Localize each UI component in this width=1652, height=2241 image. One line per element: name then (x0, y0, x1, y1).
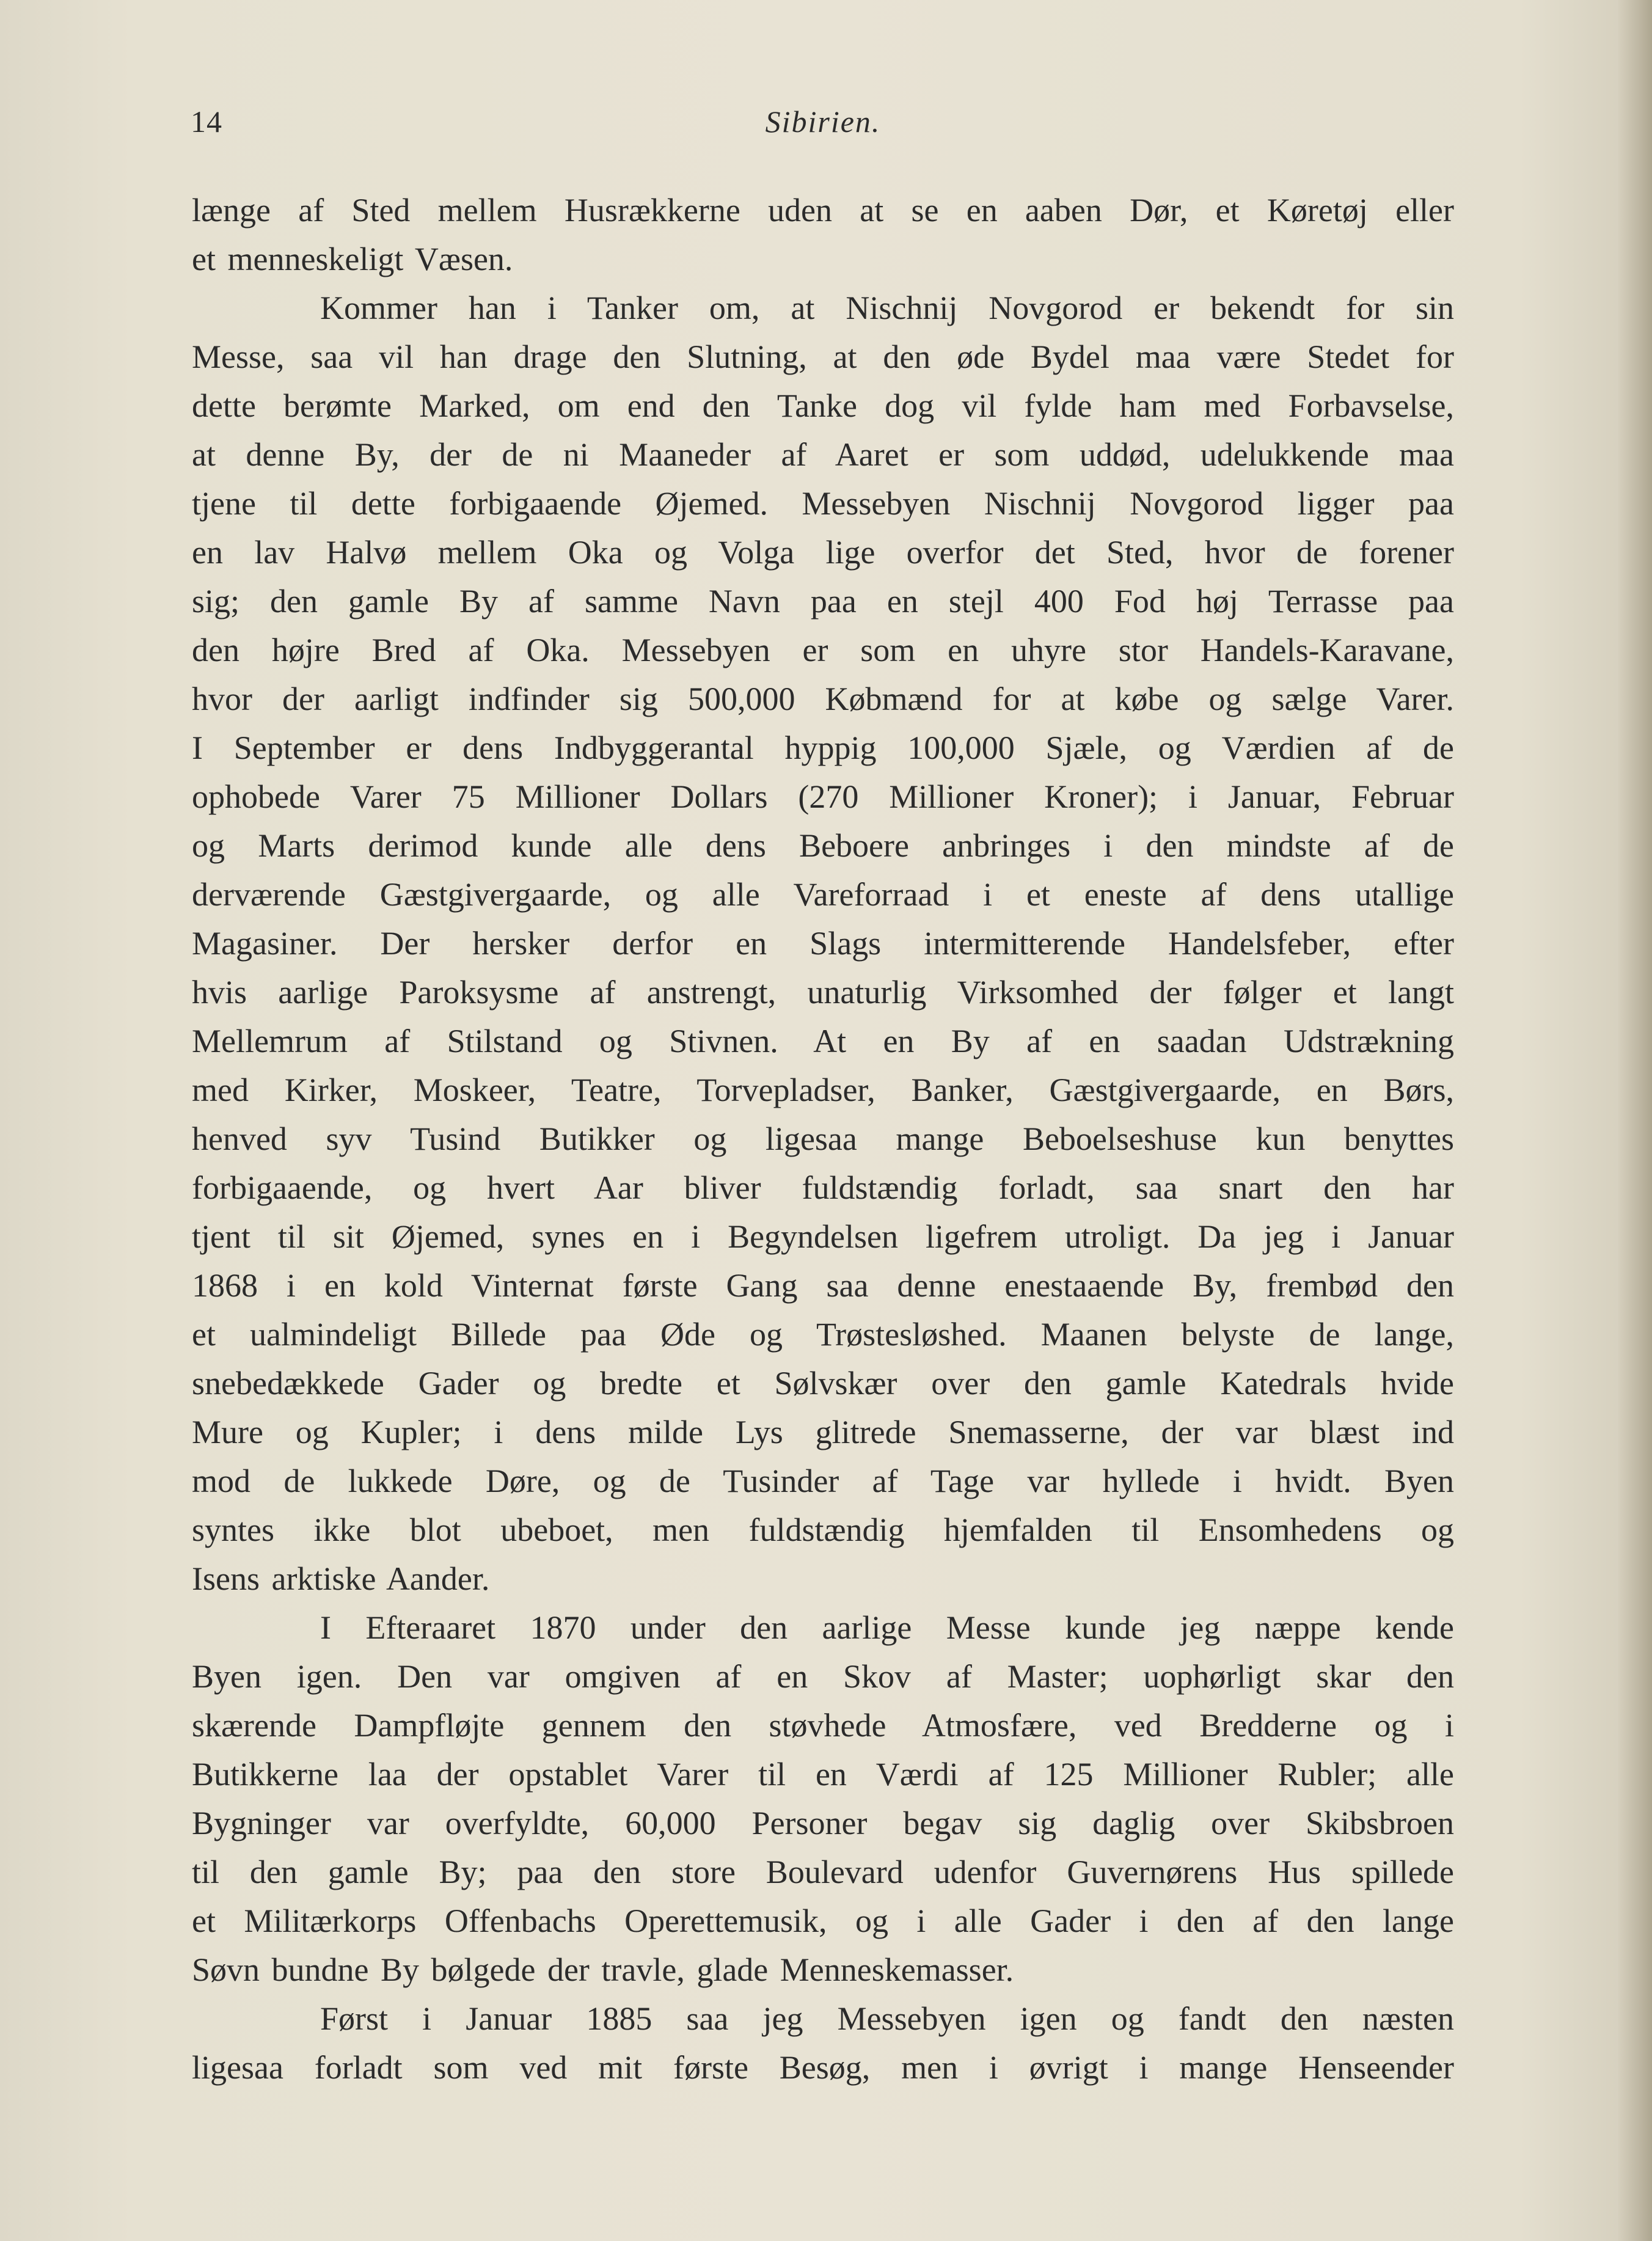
text-line: Messe, saa vil han drage den Slutning, at den øde Bydel maa være Stedet for (192, 338, 1454, 375)
text-line: I Efteraaret 1870 under den aarlige Messe kunde jeg næppe kende (320, 1609, 1454, 1646)
text-line: Bygninger var overfyldte, 60,000 Personer begav sig daglig over Skibsbroen (192, 1805, 1454, 1841)
text-line: ligesaa forladt som ved mit første Besøg, men i øvrigt i mange Henseender (192, 2049, 1454, 2086)
text-line: et menneskeligt Væsen. (192, 241, 513, 277)
text-line: Magasiner. Der hersker derfor en Slags intermitterende Handelsfeber, efter (192, 925, 1454, 962)
text-line: Kommer han i Tanker om, at Nischnij Novgorod er bekendt for sin (320, 290, 1454, 326)
text-line: et ualmindeligt Billede paa Øde og Trøstesløshed. Maanen belyste de lange, (192, 1316, 1454, 1353)
text-line: tjent til sit Øjemed, synes en i Begyndelsen ligefrem utroligt. Da jeg i Januar (192, 1218, 1454, 1255)
text-line: hvis aarlige Paroksysme af anstrengt, unaturlig Virksomhed der følger et langt (192, 974, 1454, 1011)
text-line: tjene til dette forbigaaende Øjemed. Messebyen Nischnij Novgorod ligger paa (192, 485, 1454, 522)
body-text (192, 186, 1454, 2092)
text-line: til den gamle By; paa den store Boulevard udenfor Guvernørens Hus spillede (192, 1854, 1454, 1890)
text-line: Byen igen. Den var omgiven af en Skov af Master; uophørligt skar den (192, 1658, 1454, 1695)
text-line: Mure og Kupler; i dens milde Lys glitrede Snemasserne, der var blæst ind (192, 1414, 1454, 1450)
page-edge-shadow (1618, 0, 1652, 2241)
text-line: længe af Sted mellem Husrækkerne uden at se en aaben Dør, et Køretøj eller (192, 192, 1454, 228)
text-line: en lav Halvø mellem Oka og Volga lige overfor det Sted, hvor de forener (192, 534, 1454, 571)
text-line: at denne By, der de ni Maaneder af Aaret er som uddød, udelukkende maa (192, 436, 1454, 473)
text-line: hvor der aarligt indfinder sig 500,000 Købmænd for at købe og sælge Varer. (192, 681, 1454, 717)
text-line: dette berømte Marked, om end den Tanke dog vil fylde ham med Forbavselse, (192, 387, 1454, 424)
text-line: ophobede Varer 75 Millioner Dollars (270 Millioner Kroner); i Januar, Februar (192, 778, 1454, 815)
page-header (191, 104, 1455, 147)
text-line: forbigaaende, og hvert Aar bliver fuldstændig forladt, saa snart den har (192, 1169, 1454, 1206)
text-line: syntes ikke blot ubeboet, men fuldstændig hjemfalden til Ensomhedens og (192, 1512, 1454, 1548)
text-line: Først i Januar 1885 saa jeg Messebyen igen og fandt den næsten (320, 2000, 1454, 2037)
text-line: den højre Bred af Oka. Messebyen er som en uhyre stor Handels-Karavane, (192, 632, 1454, 668)
text-line: Mellemrum af Stilstand og Stivnen. At en By af en saadan Udstrækning (192, 1023, 1454, 1059)
text-line: med Kirker, Moskeer, Teatre, Torvepladser, Banker, Gæstgivergaarde, en Børs, (192, 1072, 1454, 1108)
text-line: Butikkerne laa der opstablet Varer til en Værdi af 125 Millioner Rubler; alle (192, 1756, 1454, 1793)
text-line: sig; den gamle By af samme Navn paa en stejl 400 Fod høj Terrasse paa (192, 583, 1454, 620)
text-line: Isens arktiske Aander. (192, 1560, 490, 1597)
text-line: snebedækkede Gader og bredte et Sølvskær over den gamle Katedrals hvide (192, 1365, 1454, 1402)
text-line: derværende Gæstgivergaarde, og alle Vareforraad i et eneste af dens utallige (192, 876, 1454, 913)
text-line: og Marts derimod kunde alle dens Beboere anbringes i den mindste af de (192, 827, 1454, 864)
page-number: 14 (191, 104, 222, 139)
text-line: et Militærkorps Offenbachs Operettemusik, og i alle Gader i den af den lange (192, 1903, 1454, 1939)
text-line: skærende Dampfløjte gennem den støvhede Atmosfære, ved Bredderne og i (192, 1707, 1454, 1744)
text-line: I September er dens Indbyggerantal hyppig 100,000 Sjæle, og Værdien af de (192, 729, 1454, 766)
running-title: Sibirien. (765, 104, 881, 139)
text-line: henved syv Tusind Butikker og ligesaa mange Beboelseshuse kun benyttes (192, 1120, 1454, 1157)
text-line: 1868 i en kold Vinternat første Gang saa denne enestaaende By, frembød den (192, 1267, 1454, 1304)
text-line: Søvn bundne By bølgede der travle, glade Menneskemasser. (192, 1951, 1014, 1988)
text-line: mod de lukkede Døre, og de Tusinder af Tage var hyllede i hvidt. Byen (192, 1463, 1454, 1499)
